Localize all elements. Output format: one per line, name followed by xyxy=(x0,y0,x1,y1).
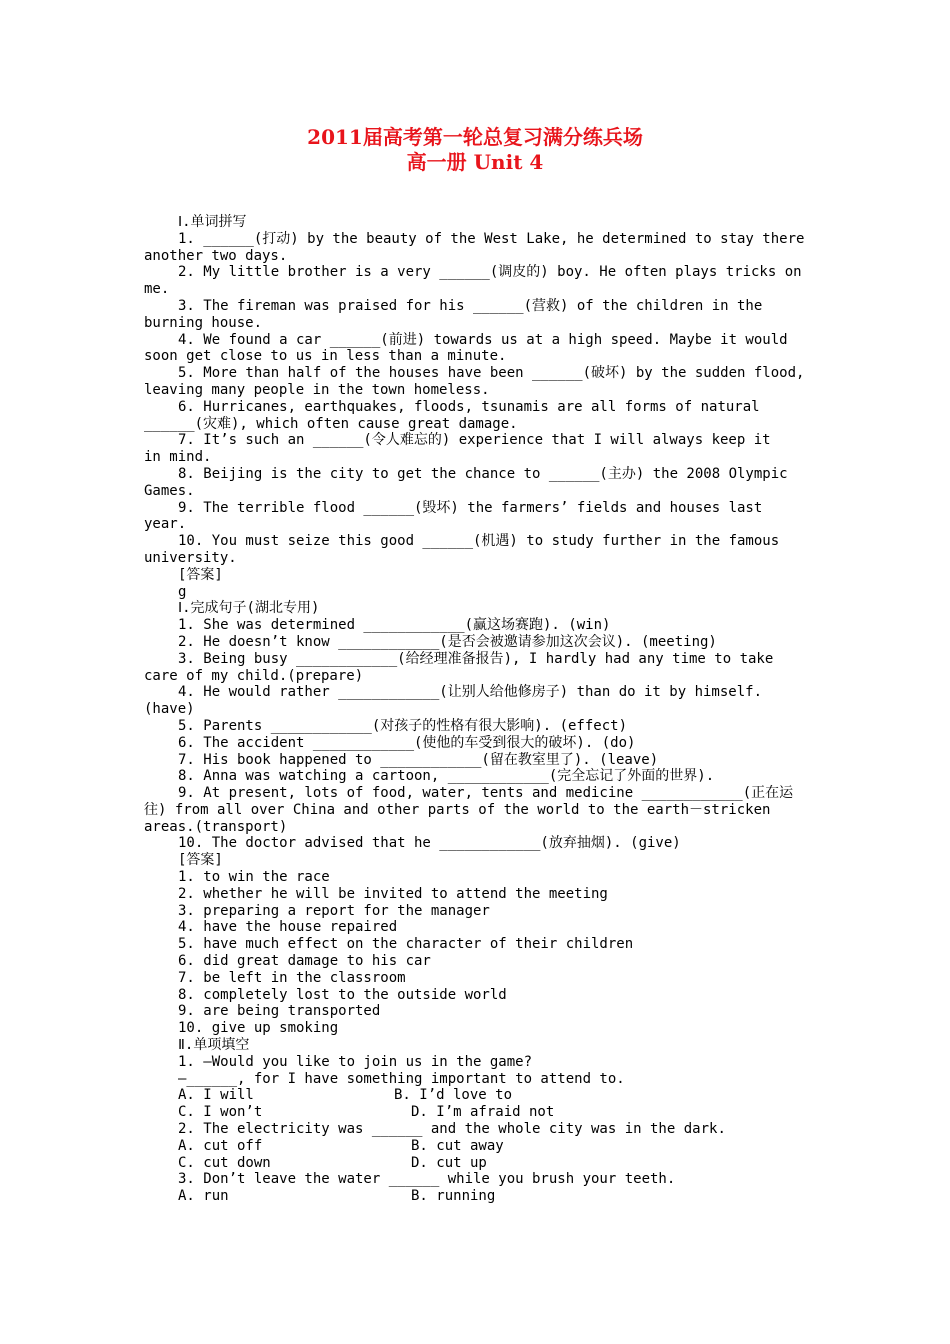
question-line: areas.(transport) xyxy=(144,818,288,835)
question-line: 10. The doctor advised that he ____________(放弃抽烟). (give) xyxy=(178,835,681,852)
question-line: 9. The terrible flood ______(毁坏) the farmers’ fields and houses last xyxy=(178,499,763,516)
option-d: D. cut up xyxy=(411,1154,487,1171)
answer-line: 4. have the house repaired xyxy=(178,919,398,936)
question-line: 9. At present, lots of food, water, tents and medicine ____________(正在运 xyxy=(178,785,794,802)
answer-line: 3. preparing a report for the manager xyxy=(178,902,490,919)
option-b: B. cut away xyxy=(411,1137,504,1154)
answer-line: 9. are being transported xyxy=(178,1003,381,1020)
section-heading-sentences: Ⅰ.完成句子(湖北专用) xyxy=(178,600,320,617)
question-line: 6. Hurricanes, earthquakes, floods, tsunamis are all forms of natural xyxy=(178,398,760,415)
answer-line: 1. to win the race xyxy=(178,869,330,886)
option-c: C. cut down xyxy=(178,1154,271,1171)
question-line: ______(灾难), which often cause great damage. xyxy=(144,415,518,432)
answer-line: 8. completely lost to the outside world xyxy=(178,986,507,1003)
section-heading-spelling: Ⅰ.单词拼写 xyxy=(178,214,247,230)
question-line: 7. It’s such an ______(令人难忘的) experience that I will always keep it xyxy=(178,432,771,449)
question-line: 3. Being busy ____________(给经理准备报告), I hardly had any time to take xyxy=(178,650,774,667)
answer-label: [答案] xyxy=(178,852,223,869)
answer-line: 10. give up smoking xyxy=(178,1020,339,1037)
question-line: 1. She was determined ____________(赢这场赛跑). (win) xyxy=(178,617,611,634)
document-subtitle: 高一册 Unit 4 xyxy=(406,150,544,174)
question-line: 往) from all over China and other parts of the world to the earth－stricken xyxy=(144,801,771,818)
question-stem: —______, for I have something important to attend to. xyxy=(178,1070,625,1087)
option-row xyxy=(144,1188,806,1205)
question-line: Games. xyxy=(144,482,195,499)
question-line: care of my child.(prepare) xyxy=(144,667,364,684)
option-row xyxy=(144,1087,806,1104)
question-line: 3. The fireman was praised for his ______(营救) of the children in the xyxy=(178,297,763,314)
question-line: another two days. xyxy=(144,247,288,264)
question-line: 5. Parents ____________(对孩子的性格有很大影响). (effect) xyxy=(178,717,628,734)
option-c: C. I won’t xyxy=(178,1104,263,1121)
question-line: 4. We found a car ______(前进) towards us at a high speed. Maybe it would xyxy=(178,331,788,348)
question-line: leaving many people in the town homeless. xyxy=(144,381,490,398)
answer-line: 6. did great damage to his car xyxy=(178,953,431,970)
document-title: 2011届高考第一轮总复习满分练兵场 xyxy=(307,125,643,149)
option-row xyxy=(144,1104,806,1121)
question-line: 6. The accident ____________(使他的车受到很大的破坏). (do) xyxy=(178,734,636,751)
question-line: 7. His book happened to ____________(留在教室里了). (leave) xyxy=(178,751,659,768)
option-row xyxy=(144,1155,806,1172)
option-a: A. run xyxy=(178,1188,229,1205)
question-line: burning house. xyxy=(144,314,263,331)
question-line: 4. He would rather ____________(让别人给他修房子) than do it by himself. xyxy=(178,684,763,701)
question-line: me. xyxy=(144,281,170,298)
question-line: 2. He doesn’t know ____________(是否会被邀请参加这次会议). (meeting) xyxy=(178,633,717,650)
question-stem: 2. The electricity was ______ and the whole city was in the dark. xyxy=(178,1121,726,1138)
question-line: 8. Anna was watching a cartoon, ____________(完全忘记了外面的世界). xyxy=(178,768,715,785)
question-line: 2. My little brother is a very ______(调皮的) boy. He often plays tricks on xyxy=(178,264,802,281)
option-b: B. I’d love to xyxy=(394,1087,513,1104)
option-d: D. I’m afraid not xyxy=(411,1104,555,1121)
question-line: 10. You must seize this good ______(机遇) to study further in the famous xyxy=(178,533,780,550)
question-stem: 3. Don’t leave the water ______ while you brush your teeth. xyxy=(178,1171,676,1188)
question-line: (have) xyxy=(144,701,195,718)
answer-text: g xyxy=(178,583,187,600)
question-line: year. xyxy=(144,516,187,533)
question-line: 8. Beijing is the city to get the chance to ______(主办) the 2008 Olympic xyxy=(178,465,788,482)
option-a: A. cut off xyxy=(178,1137,263,1154)
question-line: 5. More than half of the houses have been ______(破坏) by the sudden flood, xyxy=(178,365,805,382)
question-line: university. xyxy=(144,549,237,566)
answer-label: [答案] xyxy=(178,566,223,583)
question-stem: 1. —Would you like to join us in the game? xyxy=(178,1053,533,1070)
answer-line: 7. be left in the classroom xyxy=(178,969,406,986)
question-line: 1. ______(打动) by the beauty of the West Lake, he determined to stay there xyxy=(178,230,805,247)
section-heading-choice: Ⅱ.单项填空 xyxy=(178,1037,250,1054)
option-b: B. running xyxy=(411,1188,496,1205)
question-line: in mind. xyxy=(144,449,212,466)
option-row xyxy=(144,1138,806,1155)
question-line: soon get close to us in less than a minute. xyxy=(144,348,507,365)
answer-line: 2. whether he will be invited to attend the meeting xyxy=(178,885,608,902)
answer-line: 5. have much effect on the character of their children xyxy=(178,936,634,953)
document-body xyxy=(144,214,806,1205)
option-a: A. I will xyxy=(178,1087,254,1104)
